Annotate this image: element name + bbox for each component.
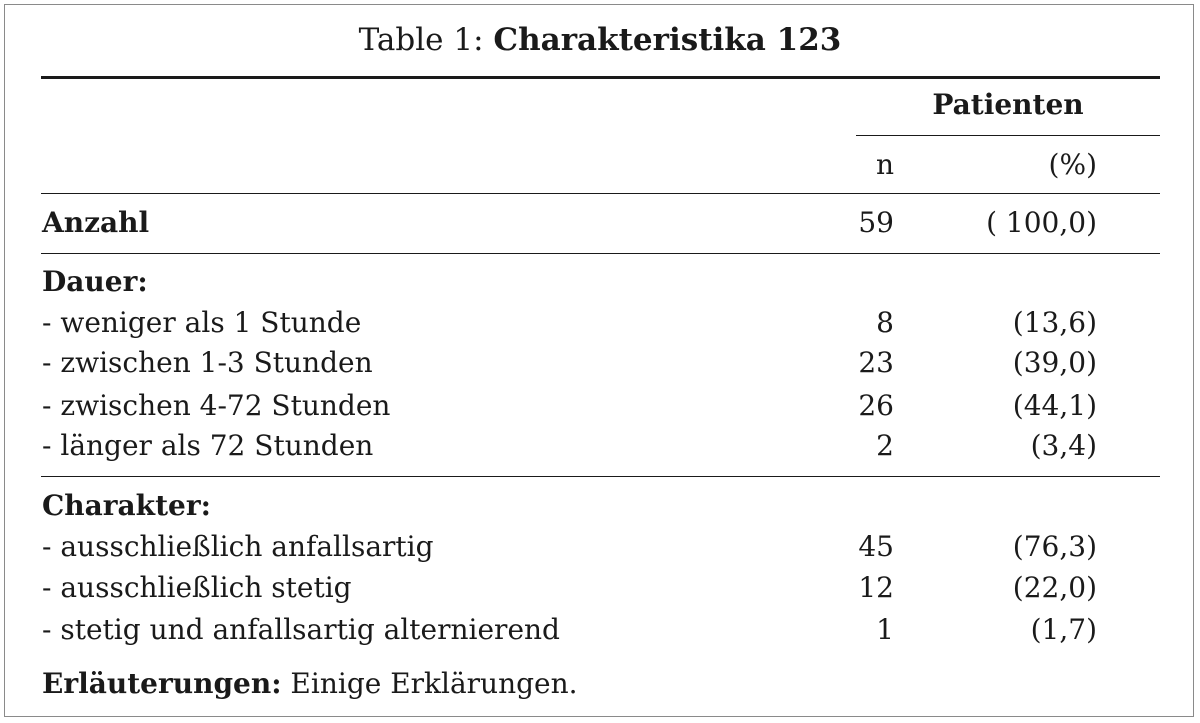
table-row xyxy=(0,343,1200,383)
row-percent: (1,7) xyxy=(1030,613,1097,646)
table-row xyxy=(0,527,1200,567)
table-row xyxy=(0,386,1200,426)
row-n: 59 xyxy=(858,206,894,239)
section-heading-charakter xyxy=(0,486,1200,526)
caption-title: Charakteristika 123 xyxy=(493,22,842,58)
row-label: - länger als 72 Stunden xyxy=(42,429,374,462)
table-footnote xyxy=(42,664,578,704)
top-rule xyxy=(41,76,1160,79)
row-percent: (3,4) xyxy=(1030,429,1097,462)
row-label: Anzahl xyxy=(42,206,150,239)
row-n: 8 xyxy=(876,306,894,339)
section-rule-1 xyxy=(41,253,1160,254)
table-row xyxy=(0,610,1200,650)
row-label: - zwischen 4-72 Stunden xyxy=(42,389,391,422)
header-percent: (%) xyxy=(1048,148,1097,181)
header-rule xyxy=(41,193,1160,194)
row-percent: ( 100,0) xyxy=(986,206,1097,239)
section-heading: Dauer: xyxy=(42,265,148,298)
caption-prefix: Table 1: xyxy=(358,22,484,58)
column-group-patienten: Patienten xyxy=(932,88,1084,121)
table-caption xyxy=(0,18,1200,62)
row-label: - stetig und anfallsartig alternierend xyxy=(42,613,560,646)
row-n: 26 xyxy=(858,389,894,422)
row-label: - ausschließlich stetig xyxy=(42,571,352,604)
row-label: - weniger als 1 Stunde xyxy=(42,306,362,339)
row-n: 2 xyxy=(876,429,894,462)
table-row xyxy=(0,568,1200,608)
row-label: - ausschließlich anfallsartig xyxy=(42,530,434,563)
row-percent: (44,1) xyxy=(1012,389,1097,422)
section-rule-2 xyxy=(41,476,1160,477)
row-n: 12 xyxy=(858,571,894,604)
footnote-label: Erläuterungen: xyxy=(42,667,282,700)
table-row-anzahl xyxy=(0,203,1200,243)
row-percent: (39,0) xyxy=(1012,346,1097,379)
footnote-text: Einige Erklärungen. xyxy=(281,667,578,700)
row-percent: (13,6) xyxy=(1012,306,1097,339)
row-n: 23 xyxy=(858,346,894,379)
row-n: 45 xyxy=(858,530,894,563)
section-heading: Charakter: xyxy=(42,489,211,522)
group-underline xyxy=(856,135,1160,136)
row-label: - zwischen 1-3 Stunden xyxy=(42,346,373,379)
row-n: 1 xyxy=(876,613,894,646)
row-percent: (76,3) xyxy=(1012,530,1097,563)
section-heading-dauer xyxy=(0,262,1200,302)
table-row xyxy=(0,426,1200,466)
header-n: n xyxy=(875,148,894,181)
table-row xyxy=(0,303,1200,343)
row-percent: (22,0) xyxy=(1012,571,1097,604)
